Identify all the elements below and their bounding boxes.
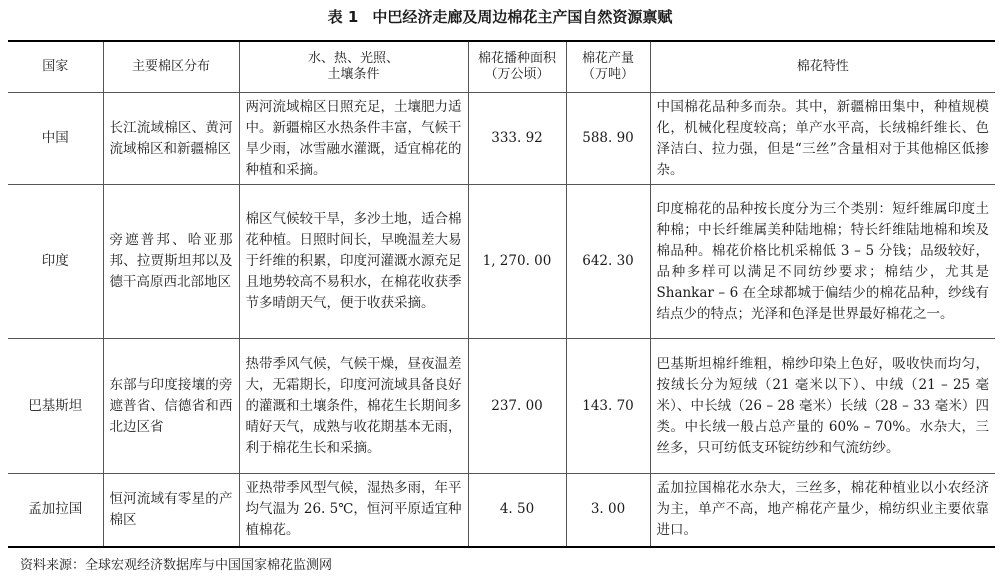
- cell-yield: 642. 30: [566, 185, 650, 339]
- cell-conditions: 棉区气候较干旱，多沙土地，适合棉花种植。日照时间长，早晚温差大易于纤维的积累，印度河灌溉水源充足且地势较高不易积水，在棉花收获季节多晴朗天气，便于收获采摘。: [239, 185, 468, 339]
- header-yield-line1: 棉花产量: [581, 51, 634, 66]
- cell-yield: 3. 00: [566, 474, 650, 547]
- cell-planted-area: 1, 270. 00: [468, 185, 566, 339]
- cell-conditions: 热带季风气候，气候干燥，昼夜温差大，无霜期长，印度河流域具备良好的灌溉和土壤条件，棉花生长期间多晴好天气，成熟与收花期基本无雨，利于棉花生长和采摘。: [239, 339, 468, 474]
- cell-area: 恒河流域有零星的产棉区: [103, 474, 239, 547]
- cell-area: 旁遮普邦、哈亚那邦、拉贾斯坦邦以及德干高原西北部地区: [103, 185, 239, 339]
- cell-planted-area: 237. 00: [468, 339, 566, 474]
- table-row-india: [8, 185, 995, 339]
- table-row-pakistan: [8, 339, 995, 474]
- header-yield-line2: （万吨）: [581, 67, 634, 82]
- header-traits: 棉花特性: [650, 41, 995, 93]
- cell-traits: 印度棉花的品种按长度分为三个类别：短纤维属印度土种棉；中长纤维属美种陆地棉；特长纤维陆地棉和埃及棉品种。棉花价格比机采棉低 3 – 5 分钱；品级较好，品种多样可以满足不同纺纱要求；棉结少，尤其是 Shankar – 6 在全球都城于偏结少的棉花品种，纱线有结点少的特点；光泽和色泽是世界最好棉花之一。: [650, 185, 995, 339]
- cell-planted-area: 333. 92: [468, 93, 566, 185]
- cell-planted-area: 4. 50: [468, 474, 566, 547]
- header-yield: [566, 41, 650, 93]
- table-number: 表 1: [327, 8, 359, 26]
- header-conditions-line1: 水、热、光照、: [307, 51, 399, 66]
- cell-conditions: 两河流域棉区日照充足，土壤肥力适中。新疆棉区水热条件丰富，气候干旱少雨，冰雪融水灌溉，适宜棉花的种植和采摘。: [239, 93, 468, 185]
- header-row: [8, 41, 995, 93]
- cell-area: 东部与印度接壤的旁遮普省、信德省和西北边区省: [103, 339, 239, 474]
- table-title: [0, 2, 1000, 32]
- header-country: 国家: [8, 41, 103, 93]
- table-title-text: 中巴经济走廊及周边棉花主产国自然资源禀赋: [372, 8, 673, 26]
- cell-traits: 中国棉花品种多而杂。其中，新疆棉田集中，种植规模化，机械化程度较高；单产水平高，长绒棉纤维长、色泽洁白、拉力强，但是“三丝”含量相对于其他棉区低掺杂。: [650, 93, 995, 185]
- header-conditions: [239, 41, 468, 93]
- header-planted-area: [468, 41, 566, 93]
- resource-table: [8, 40, 995, 548]
- header-planted-line2: （万公顷）: [484, 67, 550, 82]
- cell-country: 孟加拉国: [8, 474, 103, 547]
- header-conditions-line2: 土壤条件: [327, 67, 380, 82]
- cell-area: 长江流域棉区、黄河流域棉区和新疆棉区: [103, 93, 239, 185]
- cell-yield: 588. 90: [566, 93, 650, 185]
- cell-traits: 孟加拉国棉花水杂大，三丝多，棉花种植业以小农经济为主，单产不高，地产棉花产量少，棉纺织业主要依靠进口。: [650, 474, 995, 547]
- cell-yield: 143. 70: [566, 339, 650, 474]
- header-area: 主要棉区分布: [103, 41, 239, 93]
- cell-conditions: 亚热带季风型气候，湿热多雨，年平均气温为 26. 5℃，恒河平原适宜种植棉花。: [239, 474, 468, 547]
- data-source-note: 资料来源：全球宏观经济数据库与中国国家棉花监测网: [20, 558, 333, 573]
- header-planted-line1: 棉花播种面积: [477, 51, 556, 66]
- cell-country: 印度: [8, 185, 103, 339]
- cell-traits: 巴基斯坦棉纤维粗，棉纱印染上色好，吸收快而均匀，按绒长分为短绒（21 毫米以下）、中绒（21 – 25 毫米）、中长绒（26 – 28 毫米）长绒（28 – 33 毫米）四类。中长绒一般占总产量的 60% – 70%。水杂大，三丝多，只可纺低支环锭纺纱和气流纺纱。: [650, 339, 995, 474]
- cell-country: 巴基斯坦: [8, 339, 103, 474]
- table-row-china: [8, 93, 995, 185]
- cell-country: 中国: [8, 93, 103, 185]
- table-row-bangladesh: [8, 474, 995, 547]
